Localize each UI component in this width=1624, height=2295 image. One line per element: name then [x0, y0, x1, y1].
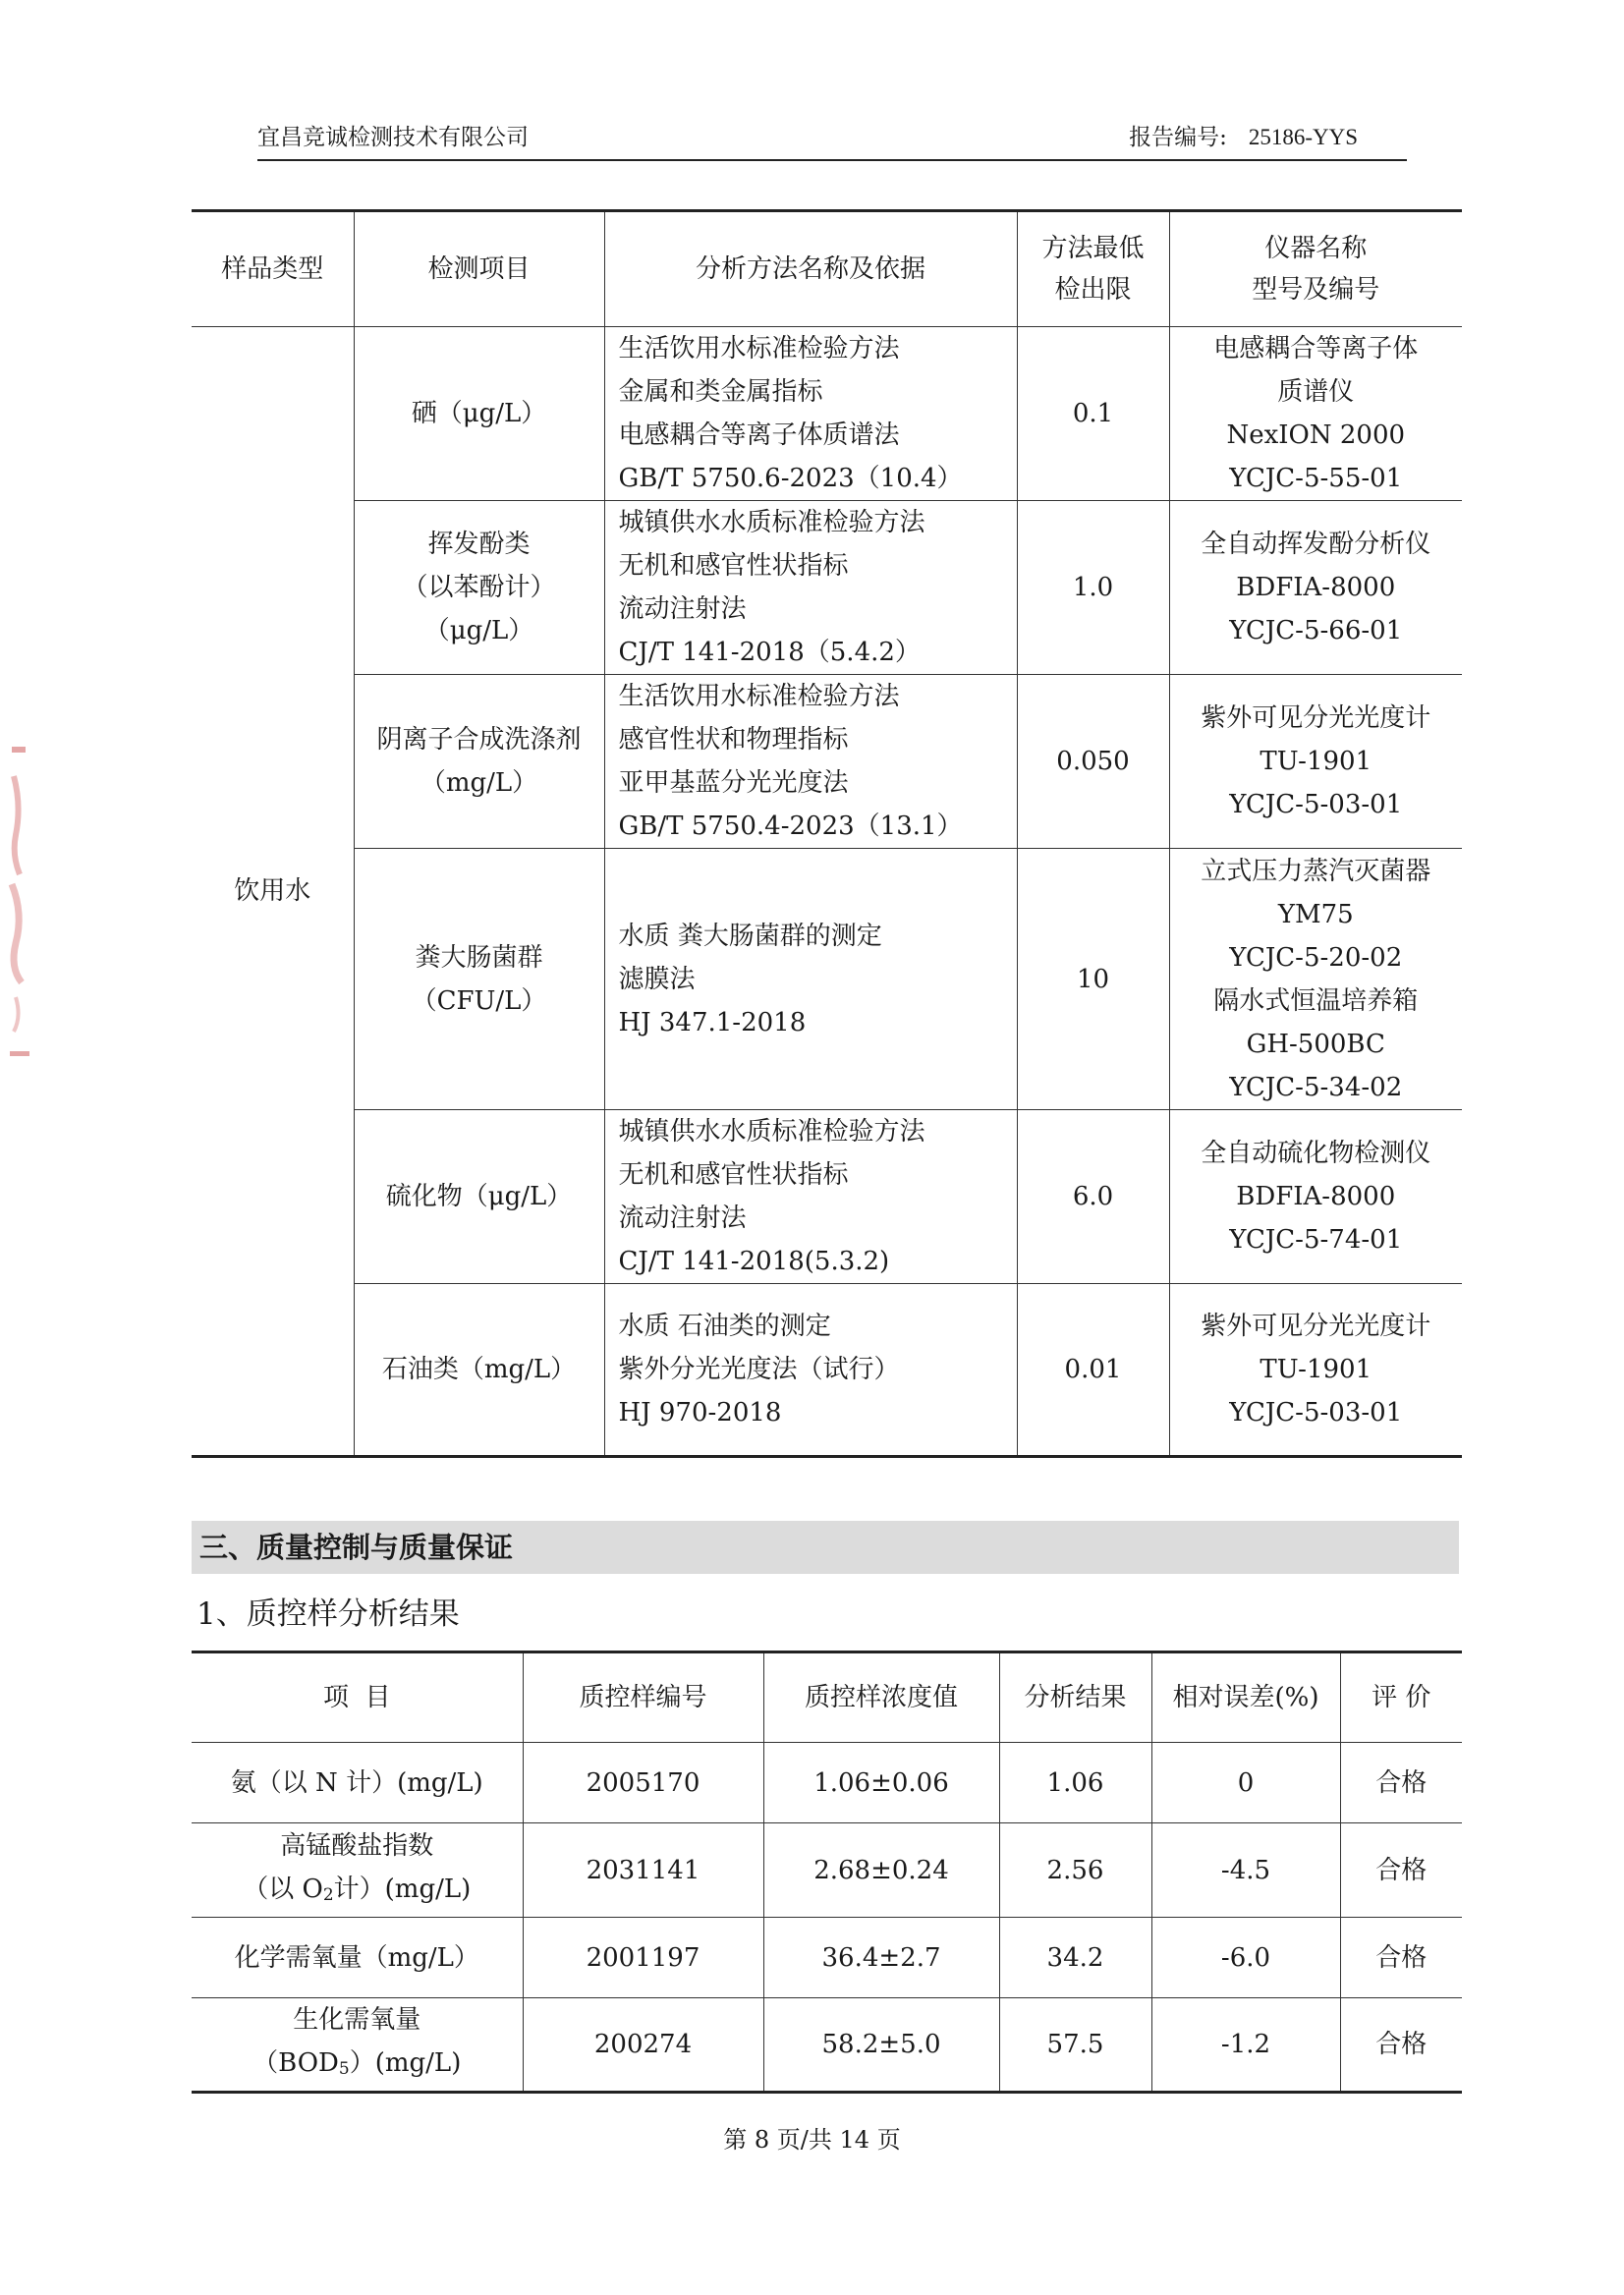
page-footer: 第 8 页/共 14 页 — [723, 2126, 901, 2154]
method-line: 流动注射法 — [618, 1203, 747, 1233]
method-line: GB/T 5750.6-2023（10.4） — [618, 464, 963, 493]
qc-sample-no-cell: 200274 — [523, 1998, 763, 2093]
method-table — [192, 209, 1462, 1458]
header-instrument-line-2: 型号及编号 — [1252, 275, 1380, 305]
instrument-line: YM75 — [1277, 899, 1354, 929]
qc-item-cell — [192, 1823, 523, 1918]
method-line: 滤膜法 — [618, 964, 696, 994]
item-line: 阴离子合成洗涤剂 — [376, 725, 582, 755]
limit-cell: 0.050 — [1017, 675, 1169, 849]
instrument-line: 紫外可见分光光度计 — [1201, 1312, 1431, 1341]
method-cell — [604, 327, 1017, 501]
header-qc-result: 分析结果 — [999, 1652, 1151, 1743]
instrument-line: 电感耦合等离子体 — [1213, 334, 1419, 364]
header-qc-error: 相对误差(%) — [1151, 1652, 1340, 1743]
qc-item-line-1: 生化需氧量 — [293, 2005, 421, 2035]
item-cell — [354, 327, 604, 501]
method-table-header-row — [192, 211, 1462, 327]
method-line: 无机和感官性状指标 — [618, 551, 849, 581]
limit-cell: 1.0 — [1017, 501, 1169, 675]
item-line: （mg/L） — [420, 768, 538, 798]
method-line: 电感耦合等离子体质谱法 — [618, 420, 900, 450]
sample-type-cell: 饮用水 — [192, 327, 354, 1457]
qc-concentration-cell: 2.68±0.24 — [763, 1823, 999, 1918]
qc-item-line-2-pre: （以 O — [243, 1874, 323, 1904]
qc-evaluation-cell: 合格 — [1340, 1918, 1462, 1998]
instrument-line: 紫外可见分光光度计 — [1201, 703, 1431, 733]
table-row — [192, 849, 1462, 1110]
table-row — [192, 675, 1462, 849]
item-line: 硒（μg/L） — [411, 399, 547, 428]
item-line: （μg/L） — [423, 616, 534, 645]
instrument-line: YCJC-5-03-01 — [1229, 790, 1403, 819]
header-method: 分析方法名称及依据 — [604, 211, 1017, 327]
instrument-line: YCJC-5-55-01 — [1229, 464, 1403, 493]
section-heading: 三、质量控制与质量保证 — [192, 1521, 1459, 1574]
qc-evaluation-cell: 合格 — [1340, 1743, 1462, 1823]
instrument-line: YCJC-5-03-01 — [1229, 1398, 1403, 1427]
header-limit-line-2: 检出限 — [1054, 275, 1132, 305]
item-line: 硫化物（μg/L） — [385, 1182, 573, 1211]
method-line: 生活饮用水标准检验方法 — [618, 682, 900, 711]
qc-error-cell: -6.0 — [1151, 1918, 1340, 1998]
method-line: CJ/T 141-2018（5.4.2） — [618, 638, 921, 667]
qc-concentration-cell: 1.06±0.06 — [763, 1743, 999, 1823]
limit-cell: 0.1 — [1017, 327, 1169, 501]
method-line: 城镇供水水质标准检验方法 — [618, 1117, 925, 1147]
method-line: 生活饮用水标准检验方法 — [618, 334, 900, 364]
method-cell — [604, 1284, 1017, 1457]
instrument-cell — [1169, 501, 1462, 675]
instrument-cell — [1169, 1284, 1462, 1457]
qc-item-cell: 氨（以 N 计）(mg/L) — [192, 1743, 523, 1823]
method-line: 流动注射法 — [618, 594, 747, 624]
table-row — [192, 1823, 1462, 1918]
limit-cell: 0.01 — [1017, 1284, 1169, 1457]
table-row — [192, 1918, 1462, 1998]
qc-sample-no-cell: 2001197 — [523, 1918, 763, 1998]
instrument-line: BDFIA-8000 — [1236, 573, 1396, 602]
instrument-line: GH-500BC — [1246, 1029, 1385, 1059]
item-cell — [354, 849, 604, 1110]
instrument-line: NexION 2000 — [1226, 420, 1406, 450]
method-cell — [604, 1110, 1017, 1284]
qc-table — [192, 1651, 1462, 2094]
qc-item-subscript: 5 — [338, 2059, 350, 2079]
instrument-cell — [1169, 327, 1462, 501]
method-cell — [604, 501, 1017, 675]
table-row — [192, 327, 1462, 501]
instrument-cell — [1169, 849, 1462, 1110]
item-line: 粪大肠菌群 — [415, 942, 543, 973]
method-cell — [604, 849, 1017, 1110]
qc-item-line-2 — [192, 1868, 523, 1917]
method-line: HJ 970-2018 — [618, 1398, 782, 1427]
report-number — [1129, 119, 1358, 151]
page-header — [257, 116, 1407, 161]
instrument-line: BDFIA-8000 — [1236, 1182, 1396, 1211]
instrument-line: TU-1901 — [1260, 1355, 1372, 1384]
item-cell — [354, 501, 604, 675]
qc-item-cell — [192, 1998, 523, 2093]
qc-item-line-1: 高锰酸盐指数 — [280, 1830, 434, 1861]
header-limit-line-1: 方法最低 — [1041, 234, 1145, 263]
method-line: HJ 347.1-2018 — [618, 1007, 807, 1037]
header-instrument-line-1: 仪器名称 — [1264, 234, 1368, 263]
company-name: 宜昌竞诚检测技术有限公司 — [257, 125, 529, 150]
instrument-cell — [1169, 1110, 1462, 1284]
qc-evaluation-cell: 合格 — [1340, 1998, 1462, 2093]
method-line: 亚甲基蓝分光光度法 — [618, 768, 849, 798]
qc-concentration-cell: 58.2±5.0 — [763, 1998, 999, 2093]
table-row — [192, 1998, 1462, 2093]
qc-concentration-cell: 36.4±2.7 — [763, 1918, 999, 1998]
seal-stamp-edge — [4, 747, 33, 1071]
qc-error-cell: -4.5 — [1151, 1823, 1340, 1918]
method-line: 水质 石油类的测定 — [618, 1312, 831, 1341]
qc-item-line-2-pre: （BOD — [252, 2048, 339, 2078]
instrument-line: 全自动硫化物检测仪 — [1201, 1139, 1431, 1168]
report-number-value: 25186-YYS — [1248, 125, 1358, 149]
qc-item-cell: 化学需氧量（mg/L） — [192, 1918, 523, 1998]
item-line: 石油类（mg/L） — [381, 1355, 577, 1384]
qc-sample-no-cell: 2005170 — [523, 1743, 763, 1823]
method-line: GB/T 5750.4-2023（13.1） — [618, 812, 963, 841]
table-row — [192, 501, 1462, 675]
instrument-line: YCJC-5-74-01 — [1229, 1225, 1403, 1255]
qc-item-line-2 — [192, 2042, 523, 2091]
item-line: （CFU/L） — [411, 985, 547, 1016]
report-number-label: 报告编号: — [1129, 125, 1227, 150]
item-cell — [354, 1110, 604, 1284]
method-line: 金属和类金属指标 — [618, 377, 823, 407]
item-line: 挥发酚类 — [427, 530, 531, 559]
instrument-line: 质谱仪 — [1277, 377, 1355, 407]
instrument-line: 隔水式恒温培养箱 — [1213, 985, 1419, 1016]
item-cell — [354, 1284, 604, 1457]
instrument-line: YCJC-5-20-02 — [1229, 942, 1403, 973]
item-cell — [354, 675, 604, 849]
method-line: 紫外分光光度法（试行） — [618, 1355, 900, 1384]
instrument-line: YCJC-5-66-01 — [1229, 616, 1403, 645]
header-item: 检测项目 — [354, 211, 604, 327]
instrument-line: 全自动挥发酚分析仪 — [1201, 530, 1431, 559]
method-line: CJ/T 141-2018(5.3.2) — [618, 1247, 890, 1276]
qc-result-cell: 1.06 — [999, 1743, 1151, 1823]
header-qc-concentration: 质控样浓度值 — [763, 1652, 999, 1743]
instrument-line: 立式压力蒸汽灭菌器 — [1201, 856, 1431, 886]
qc-evaluation-cell: 合格 — [1340, 1823, 1462, 1918]
qc-error-cell: 0 — [1151, 1743, 1340, 1823]
qc-result-cell: 34.2 — [999, 1918, 1151, 1998]
table-row — [192, 1110, 1462, 1284]
qc-result-cell: 57.5 — [999, 1998, 1151, 2093]
table-row — [192, 1743, 1462, 1823]
qc-item-line-2-post: 计）(mg/L) — [333, 1874, 472, 1904]
method-line: 无机和感官性状指标 — [618, 1160, 849, 1190]
method-line: 感官性状和物理指标 — [618, 725, 849, 755]
instrument-line: YCJC-5-34-02 — [1229, 1072, 1403, 1102]
qc-result-cell: 2.56 — [999, 1823, 1151, 1918]
header-instrument — [1169, 211, 1462, 327]
header-sample-type: 样品类型 — [192, 211, 354, 327]
qc-item-subscript: 2 — [322, 1884, 334, 1905]
header-qc-item: 项 目 — [192, 1652, 523, 1743]
subsection-heading: 1、质控样分析结果 — [196, 1596, 460, 1632]
method-line: 城镇供水水质标准检验方法 — [618, 508, 925, 537]
qc-sample-no-cell: 2031141 — [523, 1823, 763, 1918]
qc-error-cell: -1.2 — [1151, 1998, 1340, 2093]
item-line: （以苯酚计） — [402, 573, 556, 602]
header-qc-sample-no: 质控样编号 — [523, 1652, 763, 1743]
method-line: 水质 粪大肠菌群的测定 — [618, 921, 882, 951]
limit-cell: 6.0 — [1017, 1110, 1169, 1284]
limit-cell: 10 — [1017, 849, 1169, 1110]
header-qc-evaluation: 评 价 — [1340, 1652, 1462, 1743]
table-row — [192, 1284, 1462, 1457]
instrument-line: TU-1901 — [1260, 747, 1372, 776]
header-limit — [1017, 211, 1169, 327]
method-cell — [604, 675, 1017, 849]
qc-item-line-2-post: ）(mg/L) — [349, 2048, 462, 2078]
qc-table-header-row — [192, 1652, 1462, 1743]
instrument-cell — [1169, 675, 1462, 849]
